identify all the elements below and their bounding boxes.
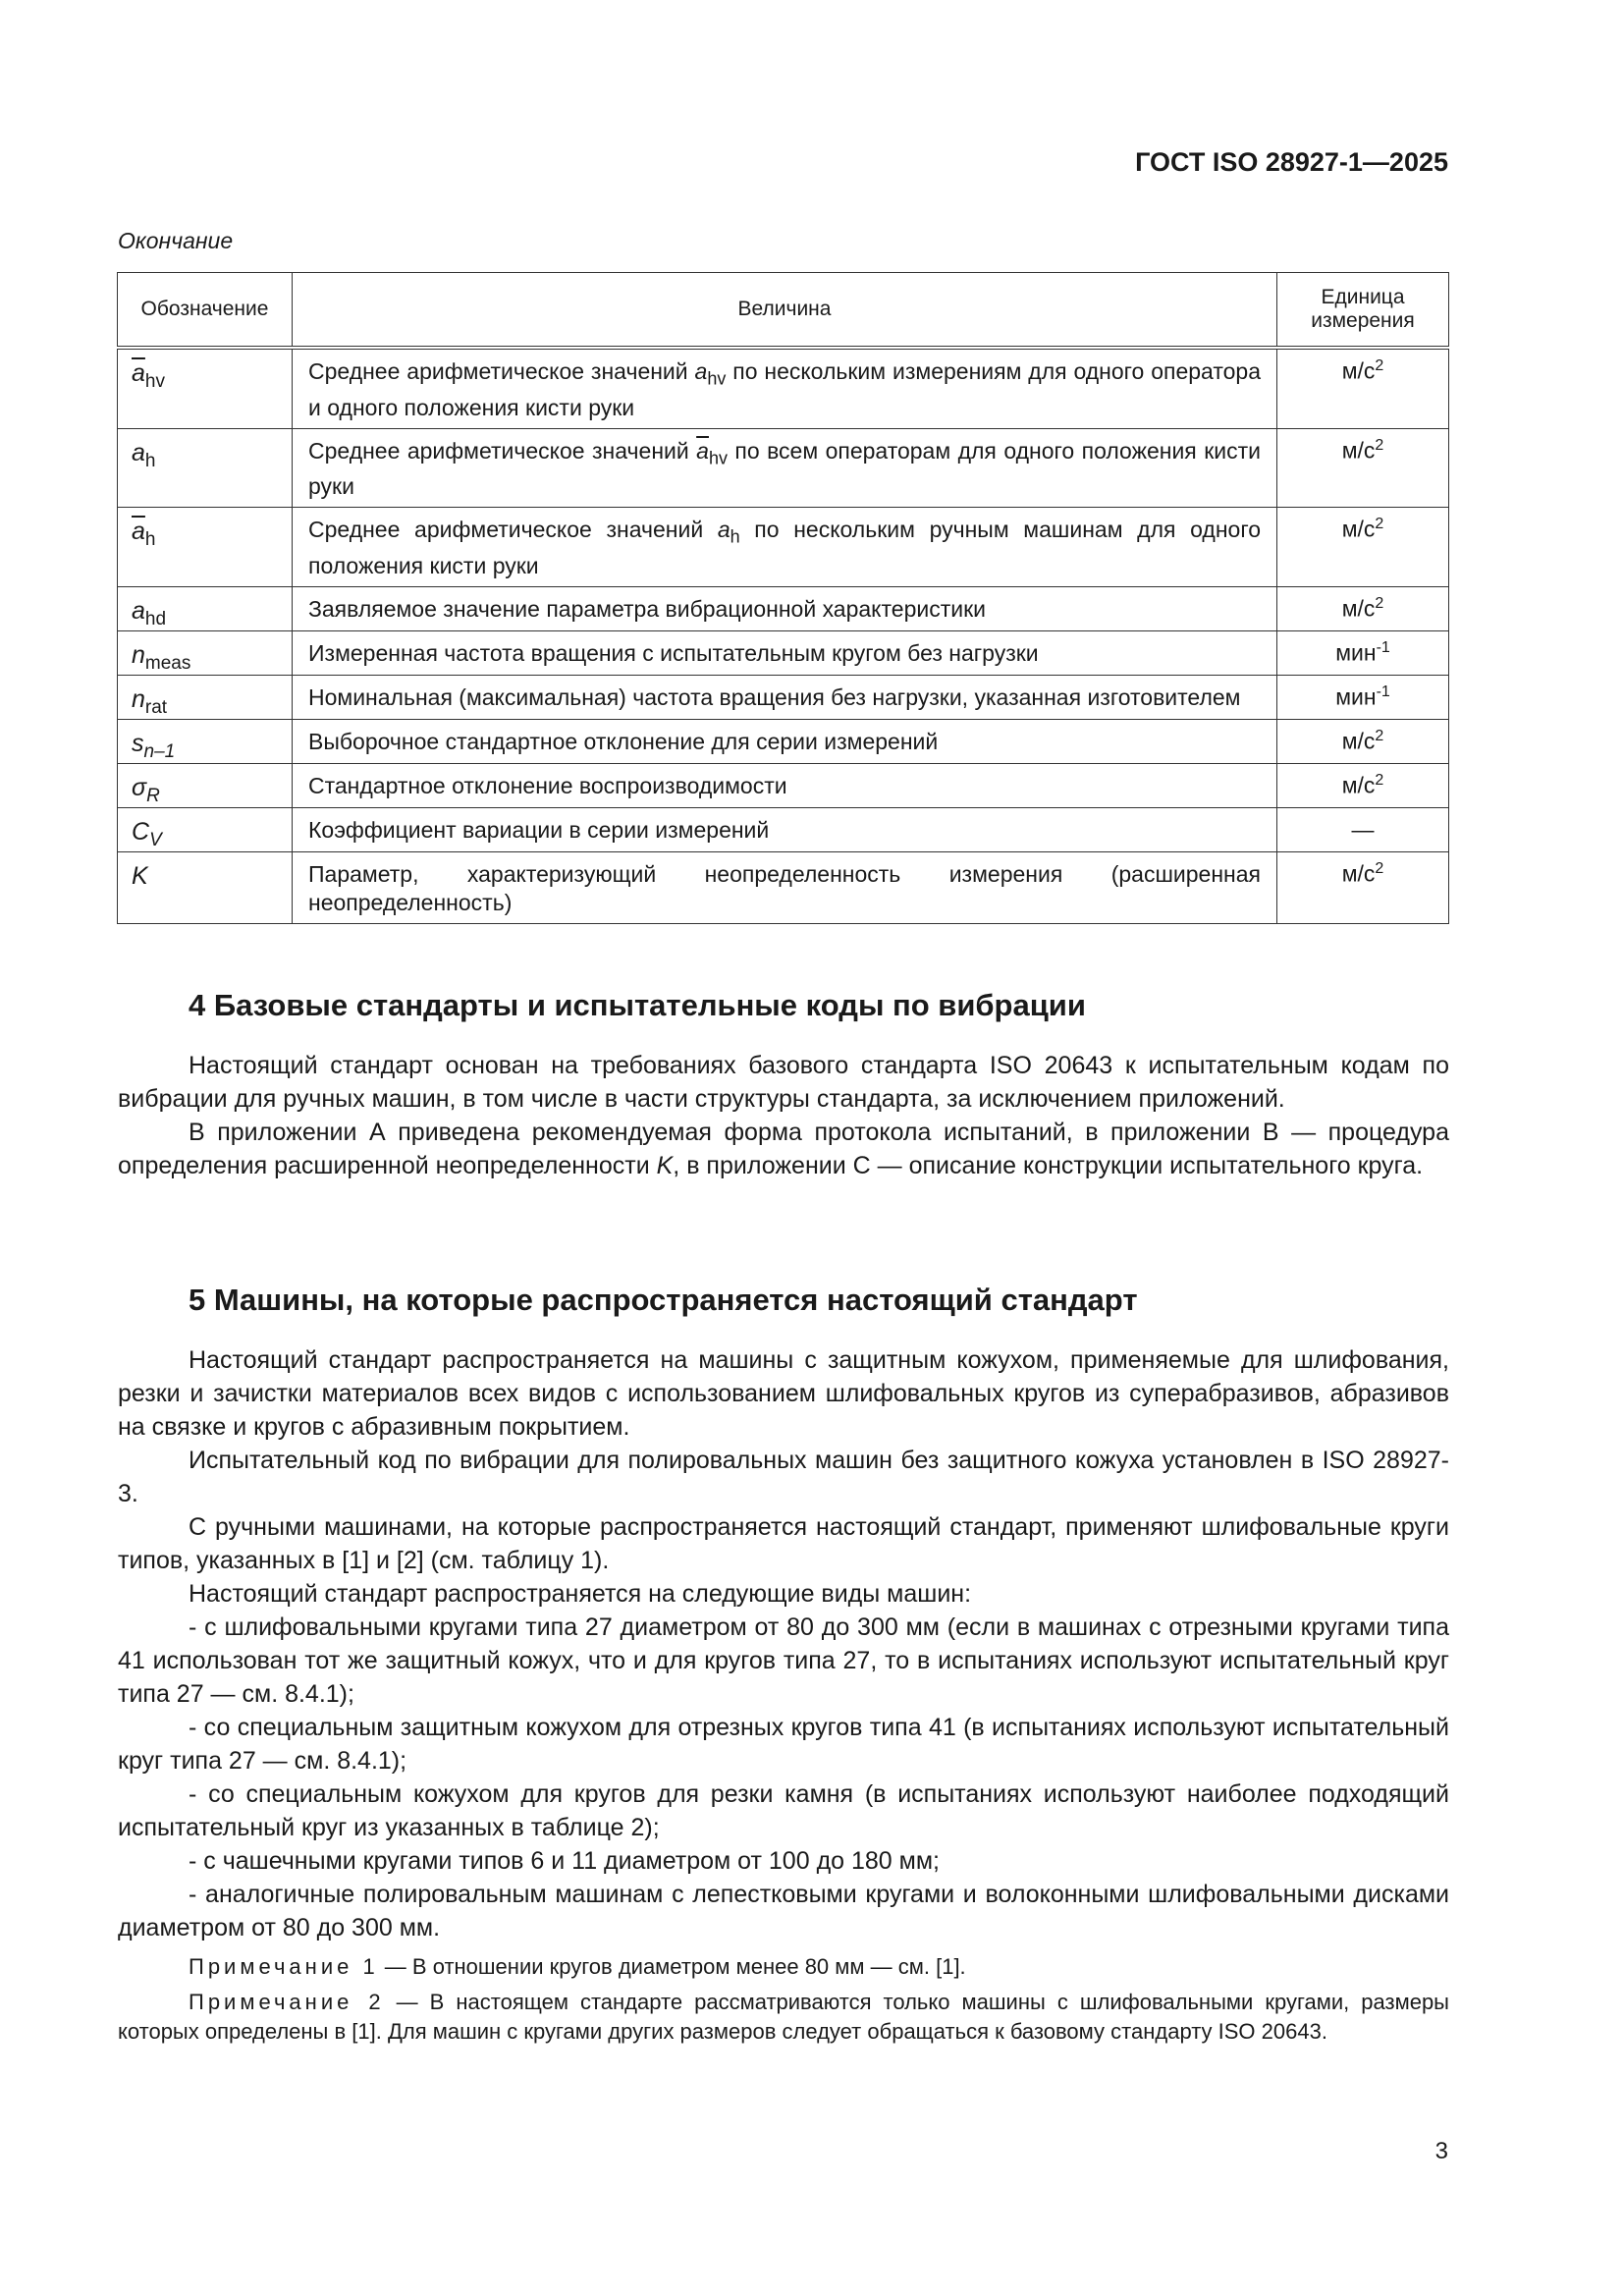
description-text: Коэффициент вариации в серии измерений [308, 816, 770, 843]
header-quantity: Величина [293, 273, 1277, 349]
symbol-cell [118, 807, 293, 851]
symbol-subscript: meas [144, 652, 191, 674]
symbol-subscript: h [144, 529, 156, 551]
page-number: 3 [1434, 2138, 1448, 2164]
unit-cell [1277, 508, 1449, 587]
symbol-cell [118, 508, 293, 587]
symbol-subscript: n–1 [143, 740, 176, 762]
table-row [118, 807, 1449, 851]
unit-exponent: 2 [1375, 516, 1384, 533]
paragraph: С ручными машинами, на которые распространяется настоящий стандарт, применяют шлифовальные круги типов, указанных в [1] и [2] (см. таблицу 1). [118, 1513, 1449, 1574]
description-text: по нескольким измерениям для одного оператора и одного положения кисти руки [308, 358, 1261, 420]
symbol-letter: a [132, 438, 145, 466]
list-item: - аналогичные полировальным машинам с лепестковыми кругами и волоконными шлифовальными дисками диаметром от 80 до 300 мм. [118, 1881, 1449, 1941]
unit-cell [1277, 807, 1449, 851]
description-text: Номинальная (максимальная) частота вращения без нагрузки, указанная изготовителем [308, 683, 1241, 710]
list-item: - со специальным защитным кожухом для отрезных кругов типа 41 (в испытаниях используют испытательный круг типа 27 — см. 8.4.1); [118, 1714, 1449, 1775]
section-4-title: 4 Базовые стандарты и испытательные коды по вибрации [189, 988, 1086, 1022]
note-text: — В настоящем стандарте рассматриваются только машины с шлифовальными кругами, размеры которых определены в [1]. Для машин с кругами других размеров следует обращаться к базовому стандарту ISO 20643. [118, 1990, 1449, 2044]
table-row [118, 630, 1449, 675]
unit-text: м/с [1341, 860, 1376, 887]
description-cell [293, 508, 1277, 587]
symbol-cell [118, 348, 293, 428]
symbol-letter: K [132, 861, 148, 890]
unit-exponent: -1 [1376, 683, 1390, 700]
symbol-subscript: h [144, 450, 156, 471]
description-text: Измеренная частота вращения с испытательным кругом без нагрузки [308, 639, 1039, 666]
inline-subscript: hv [707, 368, 727, 389]
note-1 [118, 1952, 1449, 1982]
symbol-subscript: V [149, 829, 162, 850]
symbol-subscript: rat [144, 696, 168, 718]
paragraph: Настоящий стандарт распространяется на машины с защитным кожухом, применяемые для шлифования, резки и зачистки материалов всех видов с использованием шлифовальных кругов из суперабразивов, абразивов на связке и кругов с абразивным покрытием. [118, 1346, 1449, 1441]
symbol-cell [118, 719, 293, 763]
description-text: Среднее арифметическое значений [308, 358, 695, 384]
inline-subscript: hv [708, 448, 728, 468]
list-item: - с шлифовальными кругами типа 27 диаметром от 80 до 300 мм (если в машинах с отрезными кругами типа 41 использован тот же защитный кожух, что и для кругов типа 27, то в испытаниях используют испытательный круг типа 27 — см. 8.4.1); [118, 1613, 1449, 1708]
table-row [118, 763, 1449, 807]
unit-cell [1277, 763, 1449, 807]
unit-cell [1277, 348, 1449, 428]
symbol-letter: s [132, 729, 144, 757]
description-text: по нескольким ручным машинам для одного положения кисти руки [308, 517, 1261, 578]
description-cell [293, 630, 1277, 675]
unit-exponent: 2 [1375, 436, 1384, 454]
unit-cell [1277, 630, 1449, 675]
symbol-cell [118, 763, 293, 807]
unit-cell [1277, 586, 1449, 630]
description-text: Среднее арифметическое значений [308, 437, 697, 464]
table-row [118, 508, 1449, 587]
table-body [118, 348, 1449, 923]
unit-text: м/с [1341, 728, 1376, 754]
table-row [118, 675, 1449, 719]
symbol-letter: n [132, 684, 145, 713]
symbols-table [117, 272, 1449, 924]
description-cell [293, 675, 1277, 719]
symbol-letter: n [132, 640, 145, 669]
table-row [118, 719, 1449, 763]
section-5-title: 5 Машины, на которые распространяется настоящий стандарт [189, 1283, 1138, 1317]
table-row [118, 428, 1449, 508]
symbol-subscript: R [146, 785, 160, 806]
table-header-row [118, 273, 1449, 349]
symbol-letter: $\overline{a}$ [132, 518, 145, 546]
unit-exponent: 2 [1375, 594, 1384, 612]
list-item: - со специальным кожухом для кругов для резки камня (в испытаниях используют наиболее подходящий испытательный круг из указанных в таблице 2); [118, 1780, 1449, 1841]
paragraph: Настоящий стандарт распространяется на следующие виды машин: [189, 1580, 972, 1608]
description-cell [293, 348, 1277, 428]
unit-exponent: 2 [1375, 859, 1384, 877]
notes [118, 1952, 1449, 2052]
description-text: Параметр, характеризующий неопределенность измерения (расширенная неопределенность) [308, 860, 1261, 915]
unit-cell [1277, 675, 1449, 719]
paragraph: Настоящий стандарт основан на требованиях базового стандарта ISO 20643 к испытательным кодам по вибрации для ручных машин, в том числе в части структуры стандарта, за исключением приложений. [118, 1052, 1449, 1113]
unit-text: м/с [1341, 437, 1376, 464]
note-label: Примечание 2 [189, 1990, 385, 2014]
section-4-body [118, 1049, 1449, 1182]
document-id: ГОСТ ISO 28927-1—2025 [1135, 147, 1448, 177]
table-row [118, 348, 1449, 428]
unit-text: м/с [1341, 772, 1376, 798]
inline-symbol: a [717, 517, 730, 543]
note-text: — В отношении кругов диаметром менее 80 мм — см. [1]. [378, 1954, 966, 1979]
header-symbol: Обозначение [118, 273, 293, 349]
unit-text: м/с [1341, 516, 1376, 542]
unit-text: м/с [1341, 357, 1376, 384]
table-row [118, 586, 1449, 630]
symbol-cell [118, 428, 293, 508]
unit-exponent: 2 [1375, 771, 1384, 789]
description-cell [293, 586, 1277, 630]
symbol-letter: $\overline{a}$ [132, 359, 145, 387]
description-cell [293, 719, 1277, 763]
header-unit: Единица измерения [1277, 273, 1449, 349]
note-label: Примечание 1 [189, 1954, 379, 1979]
inline-subscript: h [730, 526, 740, 547]
symbol-letter: C [132, 817, 150, 846]
paragraph: Испытательный код по вибрации для полировальных машин без защитного кожуха установлен в ISO 28927-3. [118, 1447, 1449, 1507]
text-span: В приложении А приведена рекомендуемая форма протокола испытаний, в приложении В — процедура определения расширенной неопределенности [118, 1119, 1449, 1179]
symbol-subscript: hv [144, 371, 165, 392]
unit-exponent: -1 [1376, 638, 1390, 656]
table-row [118, 851, 1449, 923]
unit-cell [1277, 719, 1449, 763]
description-text: Выборочное стандартное отклонение для серии измерений [308, 728, 939, 754]
unit-cell [1277, 851, 1449, 923]
inline-symbol: a [694, 358, 708, 384]
description-text: Заявляемое значение параметра вибрационной характеристики [308, 595, 986, 622]
unit-exponent: 2 [1375, 727, 1384, 744]
unit-cell [1277, 428, 1449, 508]
symbol-k: K [656, 1152, 674, 1179]
symbol-cell [118, 851, 293, 923]
table-continuation-label: Окончание [118, 228, 234, 253]
unit-text: мин [1335, 639, 1377, 666]
description-cell [293, 807, 1277, 851]
description-cell [293, 428, 1277, 508]
unit-exponent: 2 [1375, 357, 1384, 374]
unit-text: — [1351, 816, 1375, 843]
symbol-cell [118, 586, 293, 630]
text-span: , в приложении С — описание конструкции испытательного круга. [673, 1152, 1424, 1179]
unit-text: м/с [1341, 595, 1376, 622]
paragraph [118, 1116, 1449, 1182]
description-text: Стандартное отклонение воспроизводимости [308, 772, 787, 798]
symbol-letter: a [132, 596, 145, 625]
symbol-subscript: hd [144, 608, 167, 629]
note-2 [118, 1988, 1449, 2047]
description-text: Среднее арифметическое значений [308, 517, 718, 543]
symbol-letter: σ [132, 773, 147, 801]
description-text: по всем операторам для одного положения кисти руки [308, 437, 1261, 500]
description-cell [293, 763, 1277, 807]
symbol-cell [118, 630, 293, 675]
unit-text: мин [1335, 683, 1377, 710]
list-item: - с чашечными кругами типов 6 и 11 диаметром от 100 до 180 мм; [189, 1847, 940, 1875]
section-5-body [118, 1343, 1449, 1944]
inline-symbol: $\overline{a}$ [696, 437, 709, 464]
symbol-cell [118, 675, 293, 719]
description-cell [293, 851, 1277, 923]
